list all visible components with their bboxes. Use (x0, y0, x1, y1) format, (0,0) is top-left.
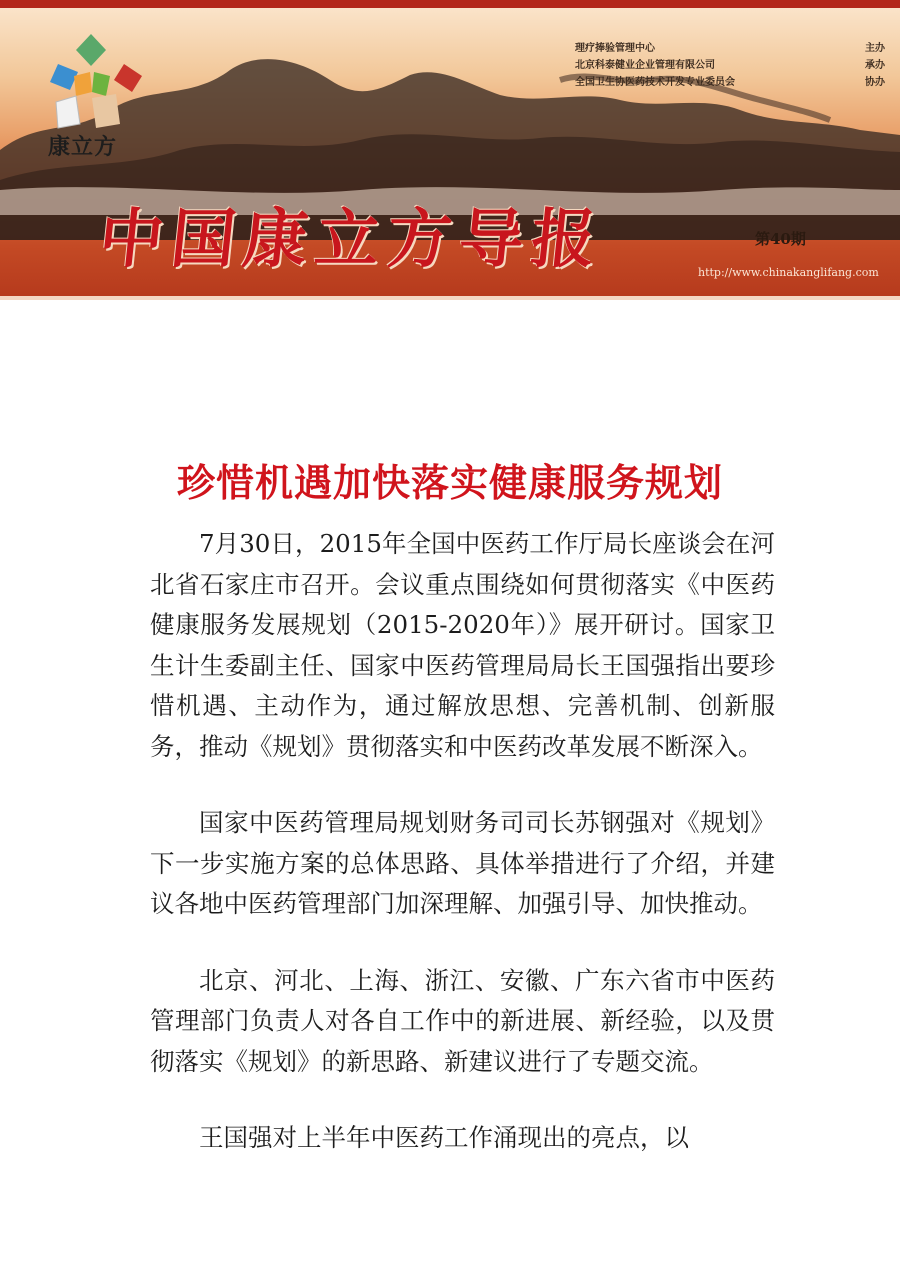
newspaper-title: 中国康立方导报 (95, 202, 608, 277)
article-paragraph: 国家中医药管理局规划财务司司长苏钢强对《规划》下一步实施方案的总体思路、具体举措进行了介绍，并建议各地中医药管理部门加深理解、加强引导、加快推动。 (150, 808, 775, 918)
article-body (150, 524, 775, 1195)
sponsor-org: 理疗捧验管理中心 (575, 43, 655, 54)
sponsor-role: 协办 (865, 77, 885, 88)
website-url[interactable]: http://www.chinakanglifang.com (698, 266, 879, 279)
sponsor-org: 北京科泰健业企业管理有限公司 (575, 60, 715, 71)
logo-wordmark: 康立方 (48, 135, 118, 160)
sponsor-role: 主办 (865, 43, 885, 54)
banner-bottom-stripe (0, 296, 900, 300)
article-paragraph: 7月30日，2015年全国中医药工作厅局长座谈会在河北省石家庄市召开。会议重点围绕如何贯彻落实《中医药健康服务发展规划（2015-2020年）》展开研讨。国家卫生计生委副主任、国家中医药管理局局长王国强指出要珍惜机遇、主动作为，通过解放思想、完善机制、创新服务，推动《规划》贯彻落实和中医药改革发展不断深入。 (150, 529, 775, 761)
issue-number: 第40期 (755, 230, 806, 248)
article-title: 珍惜机遇加快落实健康服务规划 (176, 461, 723, 505)
banner-top-stripe (0, 0, 900, 8)
sponsor-row (575, 74, 885, 91)
sponsor-row (575, 40, 885, 57)
article-paragraph: 北京、河北、上海、浙江、安徽、广东六省市中医药管理部门负责人对各自工作中的新进展、新经验，以及贯彻落实《规划》的新思路、新建议进行了专题交流。 (150, 965, 775, 1076)
sponsor-list (575, 40, 885, 91)
sponsor-org: 全国卫生协医药技术开发专业委员会 (575, 77, 735, 88)
header-banner (0, 0, 900, 300)
article-paragraph: 王国强对上半年中医药工作涌现出的亮点，以 (199, 1123, 689, 1152)
sponsor-row (575, 57, 885, 74)
sponsor-role: 承办 (865, 60, 885, 71)
